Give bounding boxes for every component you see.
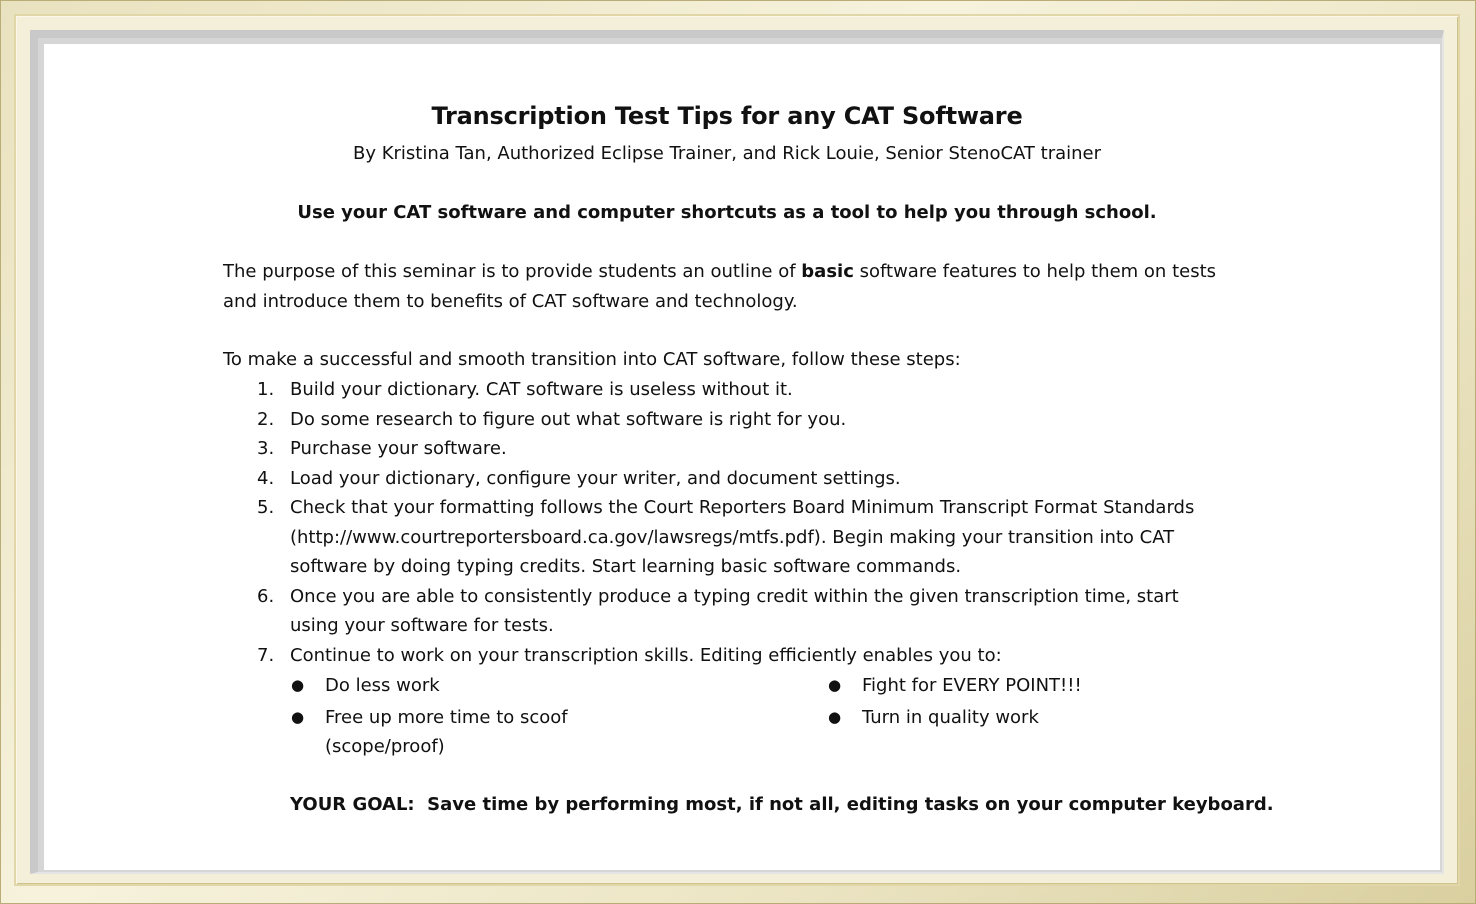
bullet-text: Do less work xyxy=(325,675,440,696)
step-number: 4. xyxy=(257,467,275,489)
bullet-list-right xyxy=(828,671,1208,734)
purpose-text-after: software features to help them on tests and introduce them to benefits of CAT software and technology. xyxy=(223,261,1217,312)
bullet-icon: ● xyxy=(291,676,305,694)
step-number: 5. xyxy=(257,497,275,518)
bullet-text: Free up more time to scoof (scope/proof) xyxy=(325,706,568,757)
step-text: Once you are able to consistently produce a typing credit within the given transcription time, start using your software for tests. xyxy=(290,585,1179,636)
bullet-item xyxy=(828,671,1208,701)
bullet-item xyxy=(828,703,1208,733)
step-item xyxy=(223,582,1233,641)
step-text: Check that your formatting follows the Court Reporters Board Minimum Transcript Format Standards (http://www.courtreportersboard.ca.gov/lawsregs/mtfs.pdf). Begin making your transition into CAT software by doing typing credits. Start learning basic software commands. xyxy=(290,497,1195,577)
step-text: Continue to work on your transcription skills. Editing efficiently enables you to: xyxy=(290,644,1002,666)
document-page xyxy=(44,44,1440,870)
step-number: 7. xyxy=(257,644,275,666)
bullet-list-left xyxy=(291,671,631,764)
bullet-icon: ● xyxy=(828,676,842,694)
step-number: 1. xyxy=(257,379,275,400)
step-number: 6. xyxy=(257,585,275,607)
document-byline: By Kristina Tan, Authorized Eclipse Trainer, and Rick Louie, Senior StenoCAT trainer xyxy=(352,143,1102,164)
step-text: Load your dictionary, configure your writer, and document settings. xyxy=(290,467,901,489)
steps-intro: To make a successful and smooth transition into CAT software, follow these steps: xyxy=(223,349,961,370)
document-title: Transcription Test Tips for any CAT Software xyxy=(431,102,1023,130)
document-body xyxy=(44,44,1440,870)
purpose-paragraph xyxy=(223,257,1233,316)
step-item xyxy=(223,493,1233,582)
step-text: Purchase your software. xyxy=(290,438,507,459)
document-subheading: Use your CAT software and computer shortcuts as a tool to help you through school. xyxy=(297,202,1157,223)
bullet-item xyxy=(291,703,631,762)
purpose-text-bold: basic xyxy=(801,261,854,282)
bullet-text: Turn in quality work xyxy=(862,706,1039,728)
bullet-icon: ● xyxy=(828,707,842,726)
step-item xyxy=(223,375,1233,405)
purpose-text-before: The purpose of this seminar is to provide students an outline of xyxy=(223,261,802,282)
steps-list xyxy=(223,375,1233,670)
step-item xyxy=(223,464,1233,494)
step-number: 2. xyxy=(257,408,275,430)
step-text: Do some research to figure out what software is right for you. xyxy=(290,408,847,430)
step-item xyxy=(223,641,1233,671)
step-number: 3. xyxy=(257,438,275,459)
step-item xyxy=(223,405,1233,435)
bullet-item xyxy=(291,671,631,701)
bullet-text: Fight for EVERY POINT!!! xyxy=(862,675,1082,696)
step-text: Build your dictionary. CAT software is useless without it. xyxy=(290,379,793,400)
step-item xyxy=(223,434,1233,464)
goal-statement: YOUR GOAL: Save time by performing most, if not all, editing tasks on your computer keyboard. xyxy=(290,794,1274,815)
bullet-icon: ● xyxy=(291,707,305,726)
